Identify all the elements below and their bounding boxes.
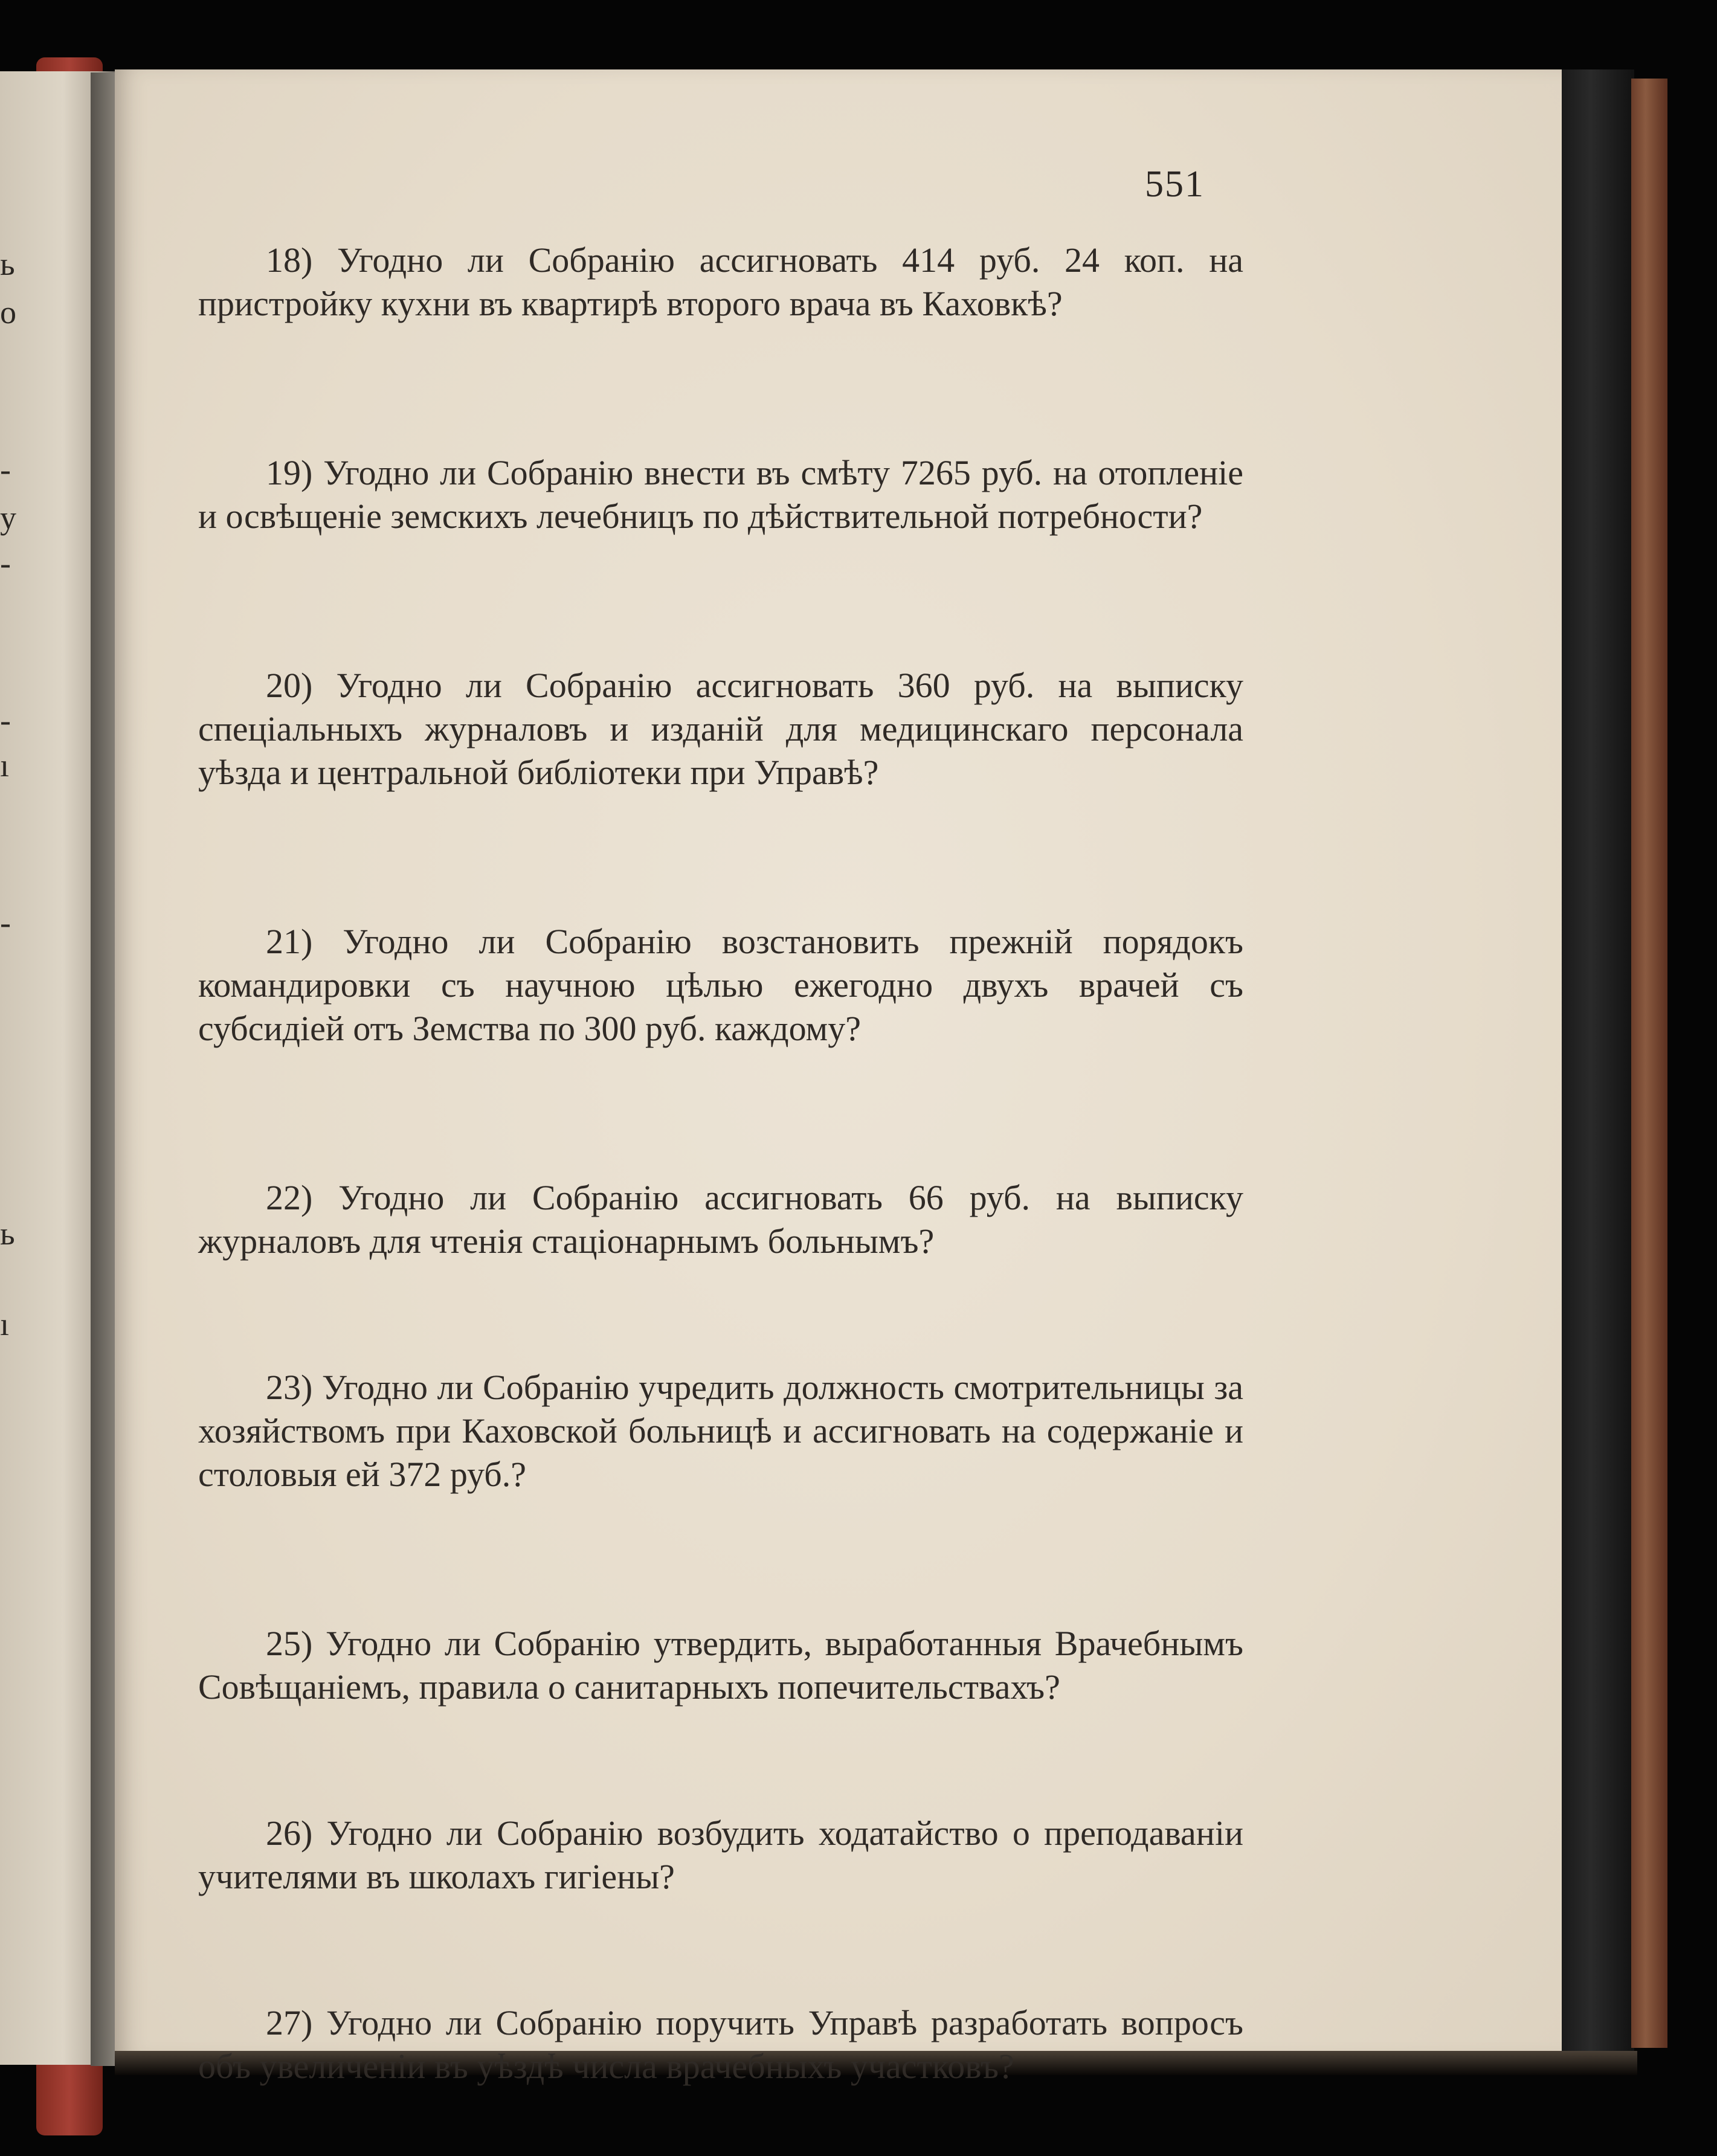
question-21-paragraph: 21) Угодно ли Собранію возстановить прежній порядокъ командировки съ научною цѣлью ежегодно двухъ врачей съ субсидіей отъ Земства по 300 руб. каждому? [198,922,1243,1048]
book-cover-edge [1631,79,1667,2048]
question-22-paragraph: 22) Угодно ли Собранію ассигновать 66 руб. на выписку журналовъ для чтенія стаціонарнымъ больнымъ? [198,1178,1243,1261]
question-27-paragraph: 27) Угодно ли Собранію поручить Управѣ разработать вопросъ объ увеличеніи въ уѣздѣ числа врачебныхъ участковъ? [198,2003,1243,2086]
left-page-fragment: ь [0,1215,15,1252]
question-26-paragraph: 26) Угодно ли Собранію возбудить ходатайство о преподаваніи учителями въ школахъ гигіены? [198,1813,1243,1896]
left-page-fragment: - [0,702,11,738]
question-25-paragraph: 25) Угодно ли Собранію утвердить, выработанныя Врачебнымъ Совѣщаніемъ, правила о санитарныхъ попечительствахъ? [198,1624,1243,1707]
question-19-paragraph: 19) Угодно ли Собранію внести въ смѣту 7265 руб. на отопленіе и освѣщеніе земскихъ лечебницъ по дѣйствительной потребности? [198,453,1243,536]
left-page-fragment: - [0,451,11,488]
left-page-fragment: о [0,294,16,330]
question-23-paragraph: 23) Угодно ли Собранію учредить должность смотрительницы за хозяйствомъ при Каховской больницѣ и ассигновать на содержаніе и столовыя ей 372 руб.? [198,1368,1243,1494]
left-page-fragment: - [0,904,11,941]
left-page-fragment: ı [0,747,10,784]
page-number: 551 [1145,164,1205,205]
left-page-fragment: ı [0,1306,10,1342]
question-18-paragraph: 18) Угодно ли Собранію ассигновать 414 руб. 24 коп. на пристройку кухни въ квартирѣ второго врача въ Каховкѣ? [198,240,1243,323]
left-page-fragment: - [0,545,11,581]
left-page-fragment: у [0,500,16,536]
question-20-paragraph: 20) Угодно ли Собранію ассигновать 360 руб. на выписку спеціальныхъ журналовъ и изданій для медицинскаго персонала уѣзда и центральной библіотеки при Управѣ? [198,666,1243,792]
left-page-fragment: ь [0,246,15,282]
page-block-edge [1562,69,1634,2057]
page-body-text [198,239,1243,2156]
